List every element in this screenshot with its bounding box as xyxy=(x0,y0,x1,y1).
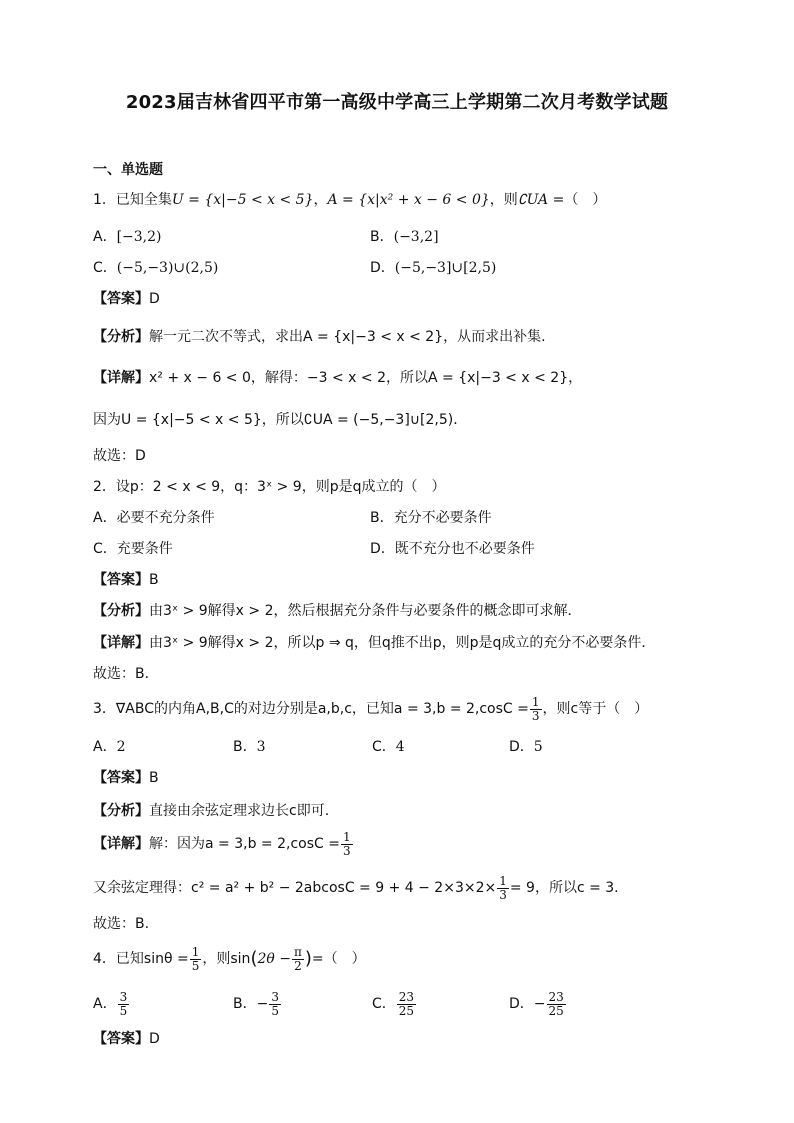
detail-line: 又余弦定理得：c² = a² + b² − 2abcosC = 9 + 4 − 2×3×2× $\frac{1}{3}$ = 9，所以c = 3. xyxy=(93,873,619,902)
question-number: 1． xyxy=(93,192,116,208)
blank-paren: （ ） xyxy=(564,192,607,208)
question-text: 已知全集 xyxy=(115,192,172,208)
section-heading: 一、单选题 xyxy=(93,162,163,178)
option-a: A．必要不充分条件 xyxy=(93,510,215,526)
fraction: $\frac{\pi}{2}$ xyxy=(294,944,302,973)
option-b: B．− $\frac{3}{5}$ xyxy=(233,989,279,1018)
choose-line: 故选：B． xyxy=(93,666,159,682)
analysis-line: 【分析】解一元二次不等式，求出A = {x|−3 < x < 2}，从而求出补集. xyxy=(93,329,546,345)
question-2 xyxy=(93,477,446,497)
answer-line: 【答案】D xyxy=(93,291,160,307)
option-a: A．2 xyxy=(93,739,126,755)
option-d: D．既不充分也不必要条件 xyxy=(370,541,535,557)
set-u: U = {x|−5 < x < 5} xyxy=(171,192,314,208)
options-row xyxy=(93,539,693,559)
analysis-line: 【分析】直接由余弦定理求边长c即可. xyxy=(93,803,330,819)
fraction: $\frac{1}{3}$ xyxy=(499,873,507,902)
detail-line: 因为U = {x|−5 < x < 5}，所以∁UA = (−5,−3]∪[2,5)． xyxy=(93,412,468,428)
option-b: B．(−3,2] xyxy=(370,229,439,245)
options-row xyxy=(93,227,693,247)
detail-line: 【详解】解：因为a = 3,b = 2,cosC = $\frac{1}{3}$ xyxy=(93,829,351,858)
choose-line: 故选：D xyxy=(93,448,146,464)
answer-line: 【答案】B xyxy=(93,572,159,588)
option-c: C．(−5,−3)∪(2,5) xyxy=(93,260,219,276)
question-text: 设p：2 < x < 9，q：3ˣ > 9，则p是q成立的（ ） xyxy=(115,479,446,495)
options-row xyxy=(93,508,693,528)
choose-line: 故选：B. xyxy=(93,916,150,932)
question-number: 3． xyxy=(93,701,116,717)
option-c: C． $\frac{23}{25}$ xyxy=(372,989,415,1018)
fraction: $\frac{1}{3}$ xyxy=(342,829,351,858)
question-text: =（ ） xyxy=(311,951,366,967)
question-3 xyxy=(93,691,648,727)
detail-line: 【详解】x² + x − 6 < 0，解得：−3 < x < 2，所以A = {x|−3 < x < 2}， xyxy=(93,370,583,386)
question-1: 1．已知全集U = {x|−5 < x < 5}，A = {x|x² + x − 6 < 0}，则∁UA =（ ） xyxy=(93,192,607,208)
question-text: ，则sin xyxy=(202,951,251,967)
options-row xyxy=(93,258,693,278)
option-d: D．− $\frac{23}{25}$ xyxy=(509,989,564,1018)
question-4: 4．已知sinθ = $\frac{1}{5}$ ，则sin(2θ − $\frac{\pi}{2}$ )=（ ） xyxy=(93,944,366,973)
question-text: ，则c等于（ ） xyxy=(542,701,649,717)
options-row xyxy=(93,986,613,1022)
option-c: C．充要条件 xyxy=(93,541,173,557)
option-a: A． $\frac{3}{5}$ xyxy=(93,989,128,1018)
option-d: D．(−5,−3]∪[2,5) xyxy=(370,260,497,276)
analysis-line: 【分析】由3ˣ > 9解得x > 2，然后根据充分条件与必要条件的概念即可求解． xyxy=(93,603,582,619)
question-text: ∇ABC的内角A,B,C的对边分别是a,b,c，已知a = 3,b = 2,cosC = xyxy=(115,701,529,717)
answer-line: 【答案】D xyxy=(93,1031,160,1047)
question-text: ，则 xyxy=(489,192,518,208)
page-title: 2023届吉林省四平市第一高级中学高三上学期第二次月考数学试题 xyxy=(125,92,669,113)
set-a: A = {x|x² + x − 6 < 0} xyxy=(327,192,490,208)
detail-line: 【详解】由3ˣ > 9解得x > 2，所以p ⇒ q，但q推不出p，则p是q成立的充分不必要条件． xyxy=(93,635,656,651)
fraction: $\frac{1}{3}$ xyxy=(531,694,540,723)
option-c: C．4 xyxy=(372,739,405,755)
question-number: 4． xyxy=(93,951,116,967)
option-a: A．[−3,2) xyxy=(93,229,162,245)
option-b: B．3 xyxy=(233,739,266,755)
option-b: B．充分不必要条件 xyxy=(370,510,492,526)
option-d: D．5 xyxy=(509,739,543,755)
options-row xyxy=(93,737,593,757)
question-text: 已知sinθ = xyxy=(115,951,189,967)
question-number: 2． xyxy=(93,479,116,495)
answer-line: 【答案】B xyxy=(93,770,159,786)
fraction: $\frac{1}{5}$ xyxy=(191,944,200,973)
complement-expr: ∁UA = xyxy=(517,192,565,208)
